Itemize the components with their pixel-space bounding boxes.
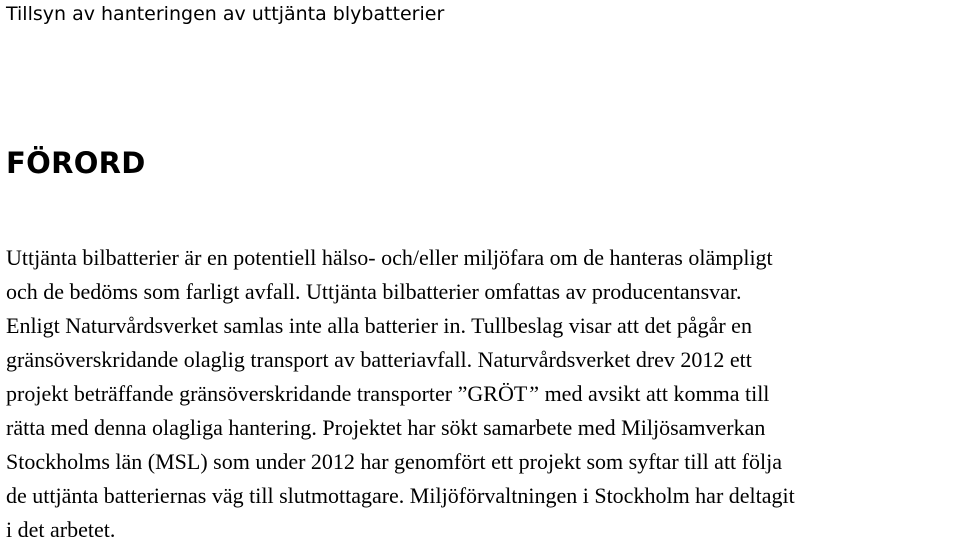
paragraph-line: de uttjänta batteriernas väg till slutmottagare. Miljöförvaltningen i Stockholm har deltagit [6, 483, 795, 508]
paragraph-line: Enligt Naturvårdsverket samlas inte alla batterier in. Tullbeslag visar att det pågår en [6, 313, 752, 338]
quoted-project-name: GRÖT [467, 381, 528, 406]
paragraph-line [6, 377, 958, 411]
line-segment-after-quote: med avsikt att komma till [539, 381, 770, 406]
running-header: Tillsyn av hanteringen av uttjänta blybatterier [6, 3, 445, 25]
opening-quote: ” [457, 381, 468, 406]
paragraph-line: i det arbetet. [6, 517, 116, 542]
paragraph-line: och de bedöms som farligt avfall. Uttjänta bilbatterier omfattas av producentansvar. [6, 279, 742, 304]
paragraph-line: Stockholms län (MSL) som under 2012 har genomfört ett projekt som syftar till att följa [6, 449, 782, 474]
foreword-paragraph [6, 241, 958, 547]
closing-quote: ” [529, 381, 540, 406]
paragraph-line: Uttjänta bilbatterier är en potentiell hälso- och/eller miljöfara om de hanteras olämpligt [6, 245, 773, 270]
line-segment-before-quote: projekt beträffande gränsöverskridande transporter [6, 381, 458, 406]
section-title: FÖRORD [6, 146, 146, 180]
paragraph-line: gränsöverskridande olaglig transport av batteriavfall. Naturvårdsverket drev 2012 ett [6, 347, 752, 372]
paragraph-line: rätta med denna olagliga hantering. Projektet har sökt samarbete med Miljösamverkan [6, 415, 766, 440]
